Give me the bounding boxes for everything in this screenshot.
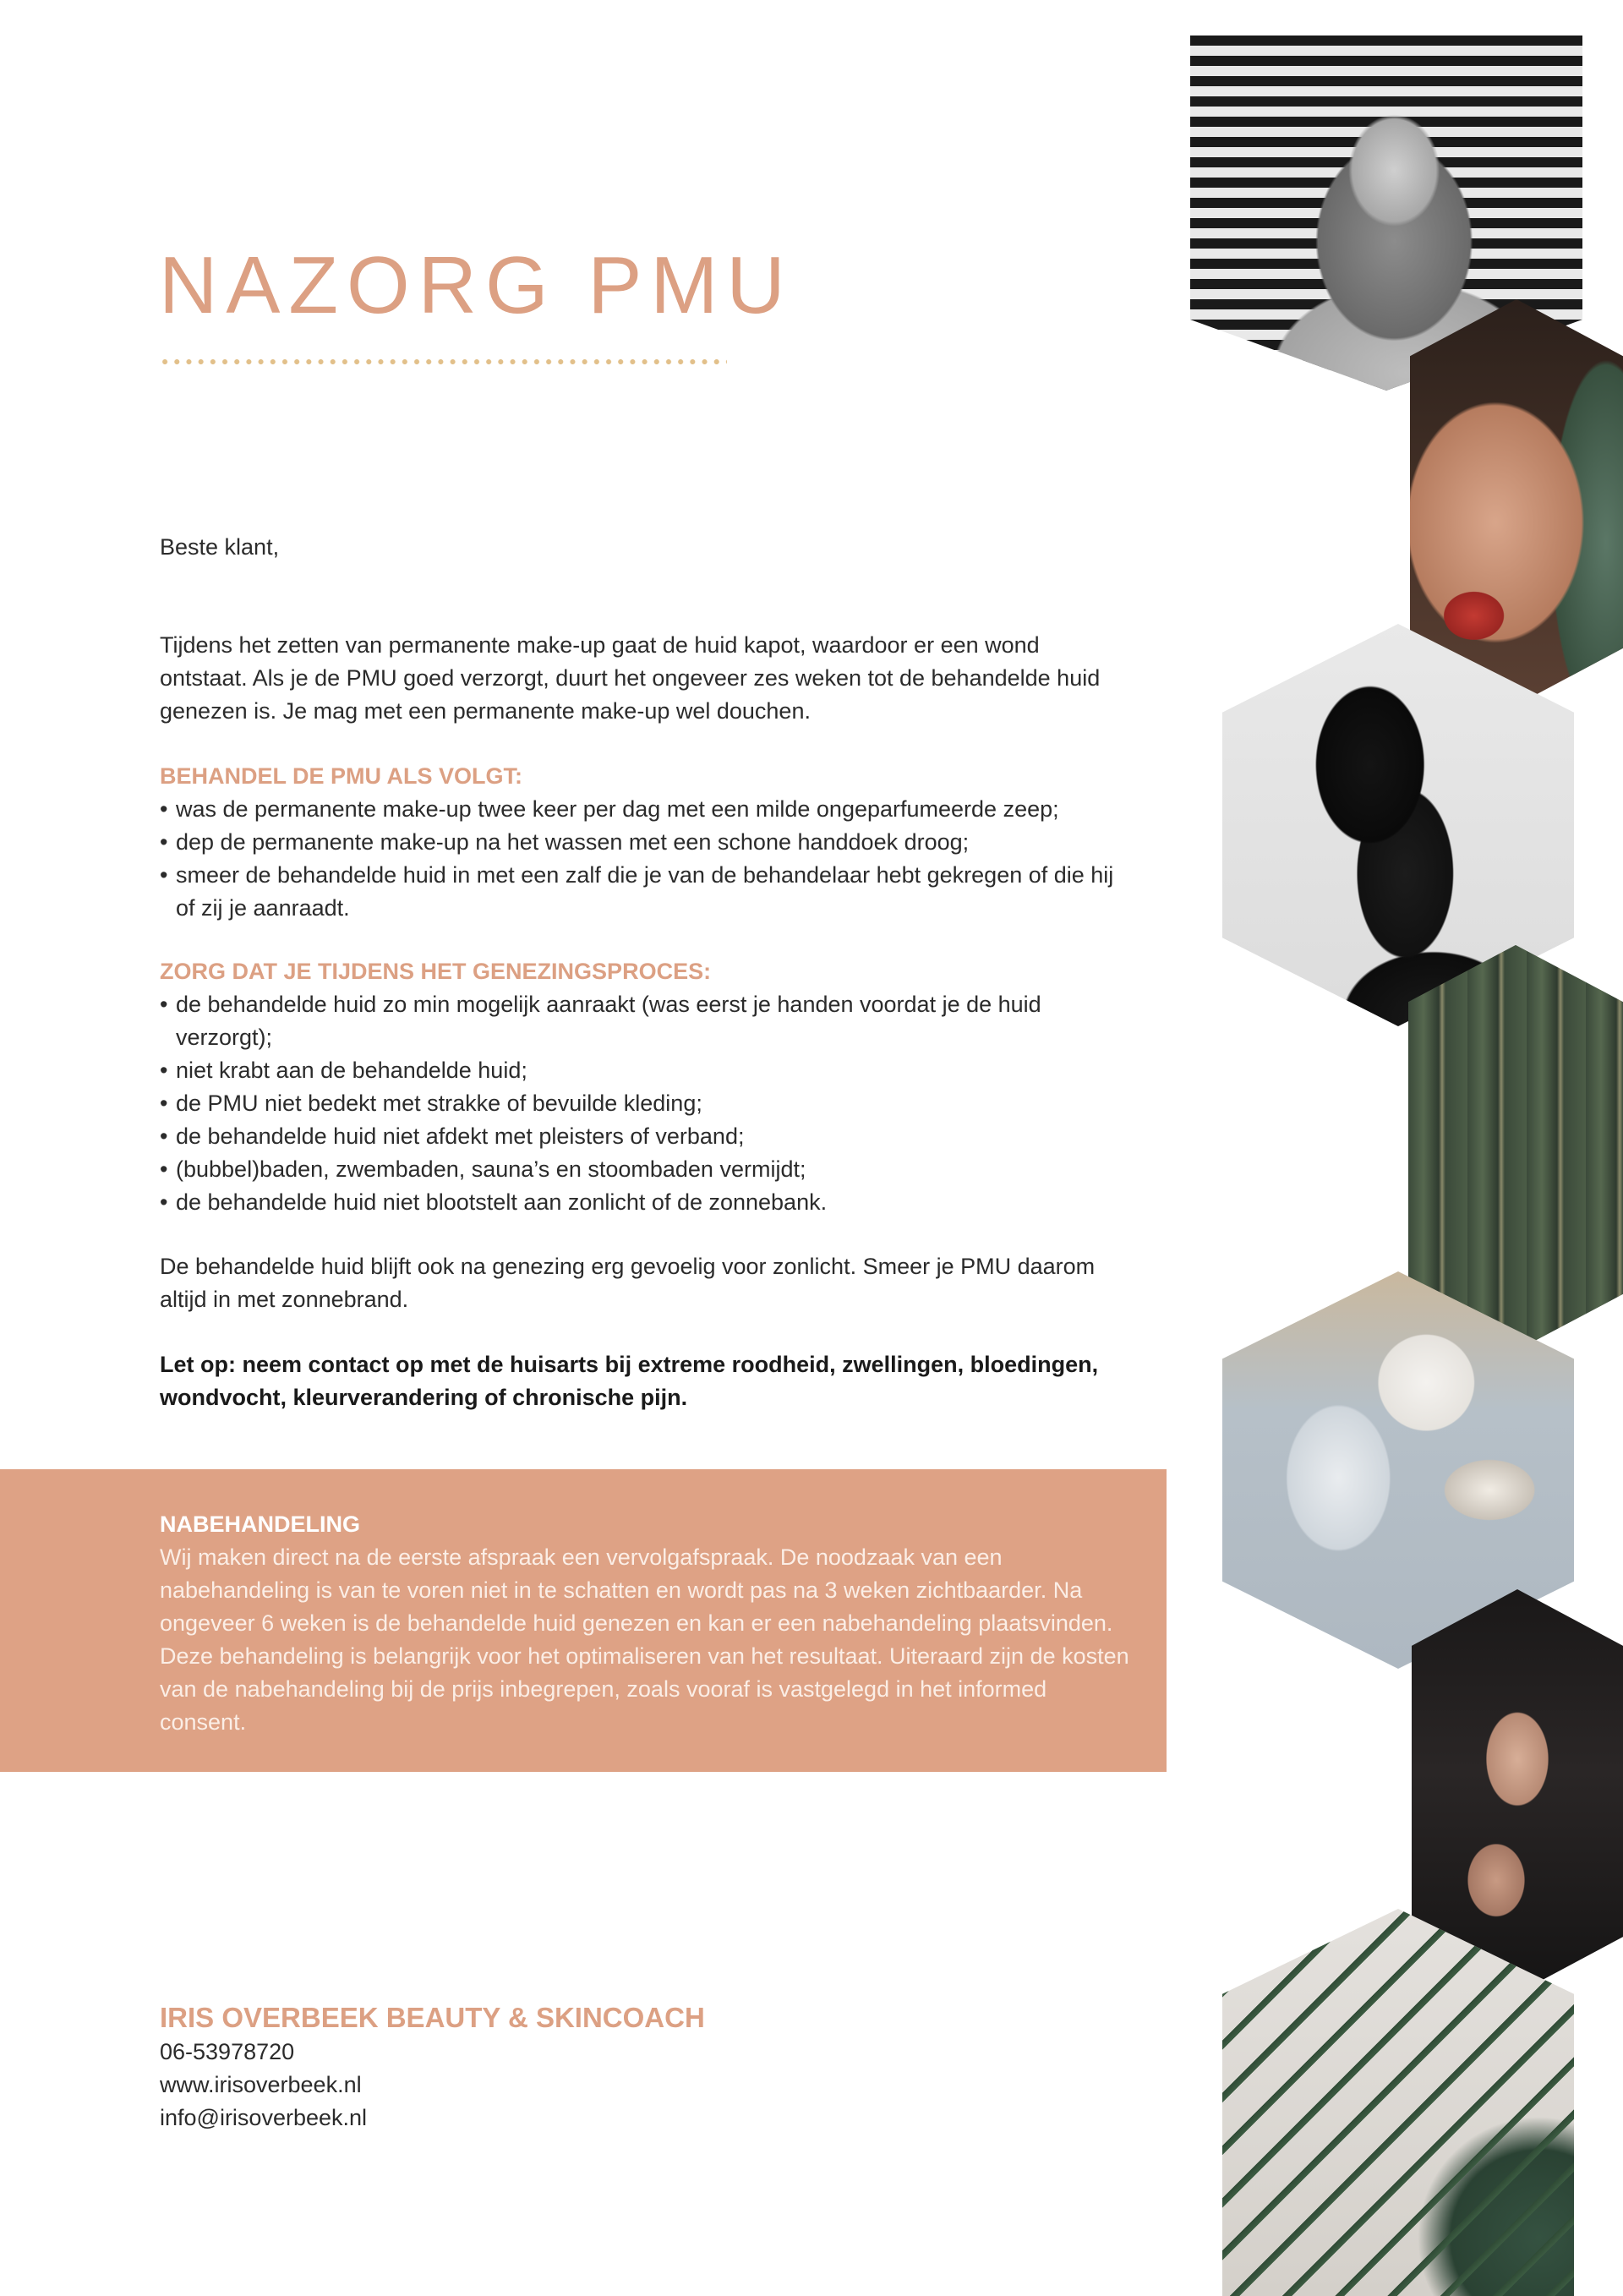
aftercare-band <box>0 1469 1167 1772</box>
website-link[interactable]: www.irisoverbeek.nl <box>160 2072 362 2097</box>
contact-block <box>160 2000 705 2135</box>
woman-with-leaf-photo <box>1410 299 1623 705</box>
section-heading: BEHANDEL DE PMU ALS VOLGT: <box>160 763 523 789</box>
healing-process-section <box>160 955 1132 1219</box>
aftercare-heading: NABEHANDELING <box>160 1512 361 1537</box>
aftercare-text: Wij maken direct na de eerste afspraak een vervolgafspraak. De noodzaak van een nabehandeling is van te voren niet in te schatten en wordt pas na 3 weken zichtbaarder. Na ongeveer 6 weken is de behandelde huid genezen en kan er een nabehandeling plaatsvinden. Deze behandeling is belangrijk voor het optimaliseren van het resultaat. Uiteraard zijn de kosten van de nabehandeling bij de prijs inbegrepen, zoals vooraf is vastgelegd in het informed consent. <box>160 1544 1129 1735</box>
phone-number: 06-53978720 <box>160 2039 295 2064</box>
list-item: • de PMU niet bedekt met strakke of bevuilde kleding; <box>160 1087 1132 1120</box>
sun-advice-paragraph: De behandelde huid blijft ook na genezing erg gevoelig voor zonlicht. Smeer je PMU daarom altijd in met zonnebrand. <box>160 1254 1096 1312</box>
list-item: • de behandelde huid zo min mogelijk aanraakt (was eerst je handen voordat je de huid verzorgt); <box>160 988 1132 1054</box>
care-list <box>160 793 1132 925</box>
section-heading: ZORG DAT JE TIJDENS HET GENEZINGSPROCES: <box>160 959 712 984</box>
care-instructions-section <box>160 760 1132 925</box>
email-link[interactable]: info@irisoverbeek.nl <box>160 2105 368 2130</box>
dotted-divider <box>159 358 727 365</box>
list-item: • de behandelde huid niet afdekt met pleisters of verband; <box>160 1120 1132 1153</box>
aftercare-content <box>160 1508 1132 1739</box>
company-name: IRIS OVERBEEK BEAUTY & SKINCOACH <box>160 2002 705 2033</box>
healing-list <box>160 988 1132 1219</box>
list-item: • smeer de behandelde huid in met een zalf die je van de behandelaar hebt gekregen of die hij of zij je aanraadt. <box>160 859 1132 925</box>
list-item: • (bubbel)baden, zwembaden, sauna’s en stoombaden vermijdt; <box>160 1153 1132 1186</box>
list-item: • niet krabt aan de behandelde huid; <box>160 1054 1132 1087</box>
list-item: • de behandelde huid niet blootstelt aan zonlicht of de zonnebank. <box>160 1186 1132 1219</box>
intro-paragraph: Tijdens het zetten van permanente make-up gaat de huid kapot, waardoor er een wond ontstaat. Als je de PMU goed verzorgt, duurt het ongeveer zes weken tot de behandelde huid genezen is. Je mag met een permanente make-up wel douchen. <box>160 632 1101 724</box>
warning-paragraph: Let op: neem contact op met de huisarts bij extreme roodheid, zwellingen, bloedingen, wondvocht, kleurverandering of chronische pijn. <box>160 1352 1099 1410</box>
cactus-photo <box>1408 945 1623 1351</box>
list-item: • was de permanente make-up twee keer per dag met een milde ongeparfumeerde zeep; <box>160 793 1132 826</box>
list-item: • dep de permanente make-up na het wassen met een schone handdoek droog; <box>160 826 1132 859</box>
page-title: NAZORG PMU <box>159 240 794 331</box>
greeting: Beste klant, <box>160 534 280 560</box>
